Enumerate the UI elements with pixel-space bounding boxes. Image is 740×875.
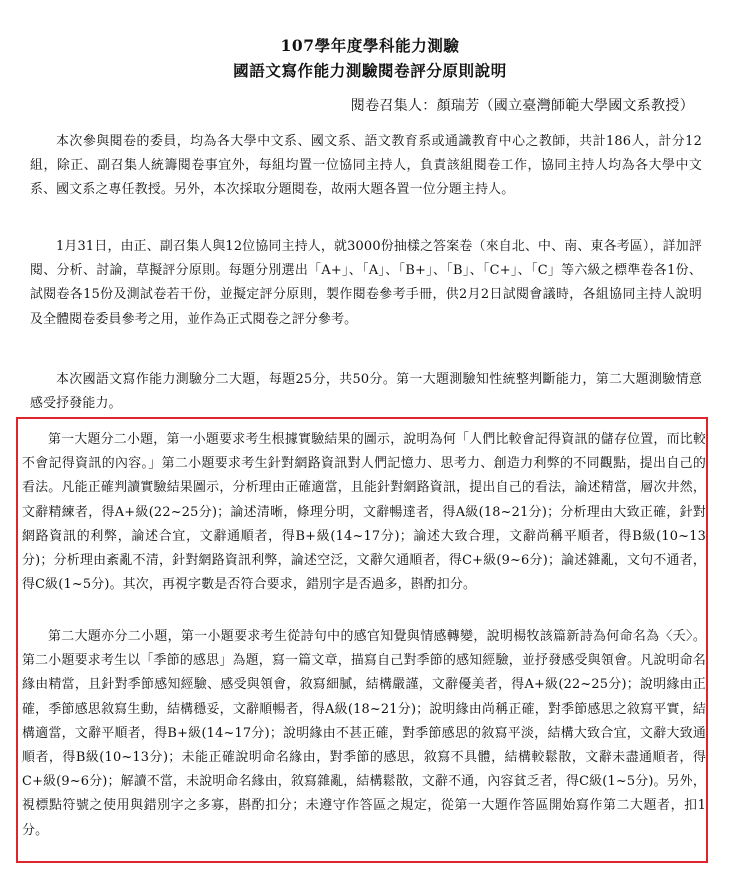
paragraph-test-structure: 本次國語文寫作能力測驗分二大題，每題25分，共50分。第一大題測驗知性統整判斷能力，第二大題測驗情意感受抒發能力。 <box>30 372 702 412</box>
document-subtitle: 國語文寫作能力測驗閱卷評分原則說明 <box>233 61 507 80</box>
document-title: 107學年度學科能力測驗 <box>280 36 460 55</box>
paragraph-question-two: 第二大題亦分二小題，第一小題要求考生從詩句中的感官知覺與情感轉變，說明楊牧該篇新詩為何命名為〈夭〉。第二小題要求考生以「季節的感思」為題，寫一篇文章，描寫自己對季節的感知經驗，並抒發感受與領會。凡說明命名緣由精當，且針對季節感知經驗、感受與領會，敘寫細膩，結構嚴謹，文辭優美者，得A+級(22~25分)；說明緣由正確，季節感思敘寫生動，結構穩妥，文辭順暢者，得A級(18~21分)；說明緣由尚稱正確，對季節感思之敘寫平實，結構適當，文辭平順者，得B+級(14~17分)；說明緣由不甚正確，對季節感思的敘寫平淡，結構大致合宜，文辭大致通順者，得B級(10~13分)；未能正確說明命名緣由，對季節的感思，敘寫不具體，結構較鬆散，文辭未盡通順者，得C+級(9~6分)；解讀不當，未說明命名緣由，敘寫雜亂，結構鬆散，文辭不通，內容貧乏者，得C級(1~5分)。另外，視標點符號之使用與錯別字之多寡，斟酌扣分；未遵守作答區之規定，從第一大題作答區開始寫作第二大題者，扣1分。 <box>22 629 706 838</box>
paragraph-procedure: 1月31日，由正、副召集人與12位協同主持人，就3000份抽樣之答案卷（來自北、中、南、東各考區），詳加評閱、分析、討論，草擬評分原則。每題分別選出「A+」、「A」、「B+」、「B」、「C+」、「C」等六級之標準卷各1份、試閱卷各15份及測試卷若干份，並擬定評分原則，製作閱卷參考手冊，供2月2日試閱會議時，各組協同主持人說明及全體閱卷委員參考之用，並作為正式閱卷之評分參考。 <box>30 239 702 327</box>
paragraph-question-one: 第一大題分二小題，第一小題要求考生根據實驗結果的圖示，說明為何「人們比較會記得資訊的儲存位置，而比較不會記得資訊的內容。」第二小題要求考生針對網路資訊對人們記憶力、思考力、創造力利弊的不同觀點，提出自己的看法。凡能正確判讀實驗結果圖示，分析理由正確適當，且能針對網路資訊，提出自己的看法，論述精當，層次井然，文辭精練者，得A+級(22~25分)；論述清晰，條理分明，文辭暢達者，得A級(18~21分)；分析理由大致正確，針對網路資訊的利弊，論述合宜，文辭通順者，得B+級(14~17分)；論述大致合理，文辭尚稱平順者，得B級(10~13分)；分析理由紊亂不清，針對網路資訊利弊，論述空泛，文辭欠通順者，得C+級(9~6分)；論述雜亂，文句不通者，得C級(1~5分)。其次，再視字數是否符合要求，錯別字是否過多，斟酌扣分。 <box>22 432 706 593</box>
paragraph-committee: 本次參與閱卷的委員，均為各大學中文系、國文系、語文教育系或通識教育中心之教師，共計186人，計分12組，除正、副召集人統籌閱卷事宜外，每組均置一位協同主持人，負責該組閱卷工作，協同主持人均為各大學中文系、國文系之專任教授。另外，本次採取分題閱卷，故兩大題各置一位分題主持人。 <box>30 134 702 198</box>
convener-line: 閱卷召集人：顏瑞芳（國立臺灣師範大學國文系教授） <box>350 98 694 114</box>
